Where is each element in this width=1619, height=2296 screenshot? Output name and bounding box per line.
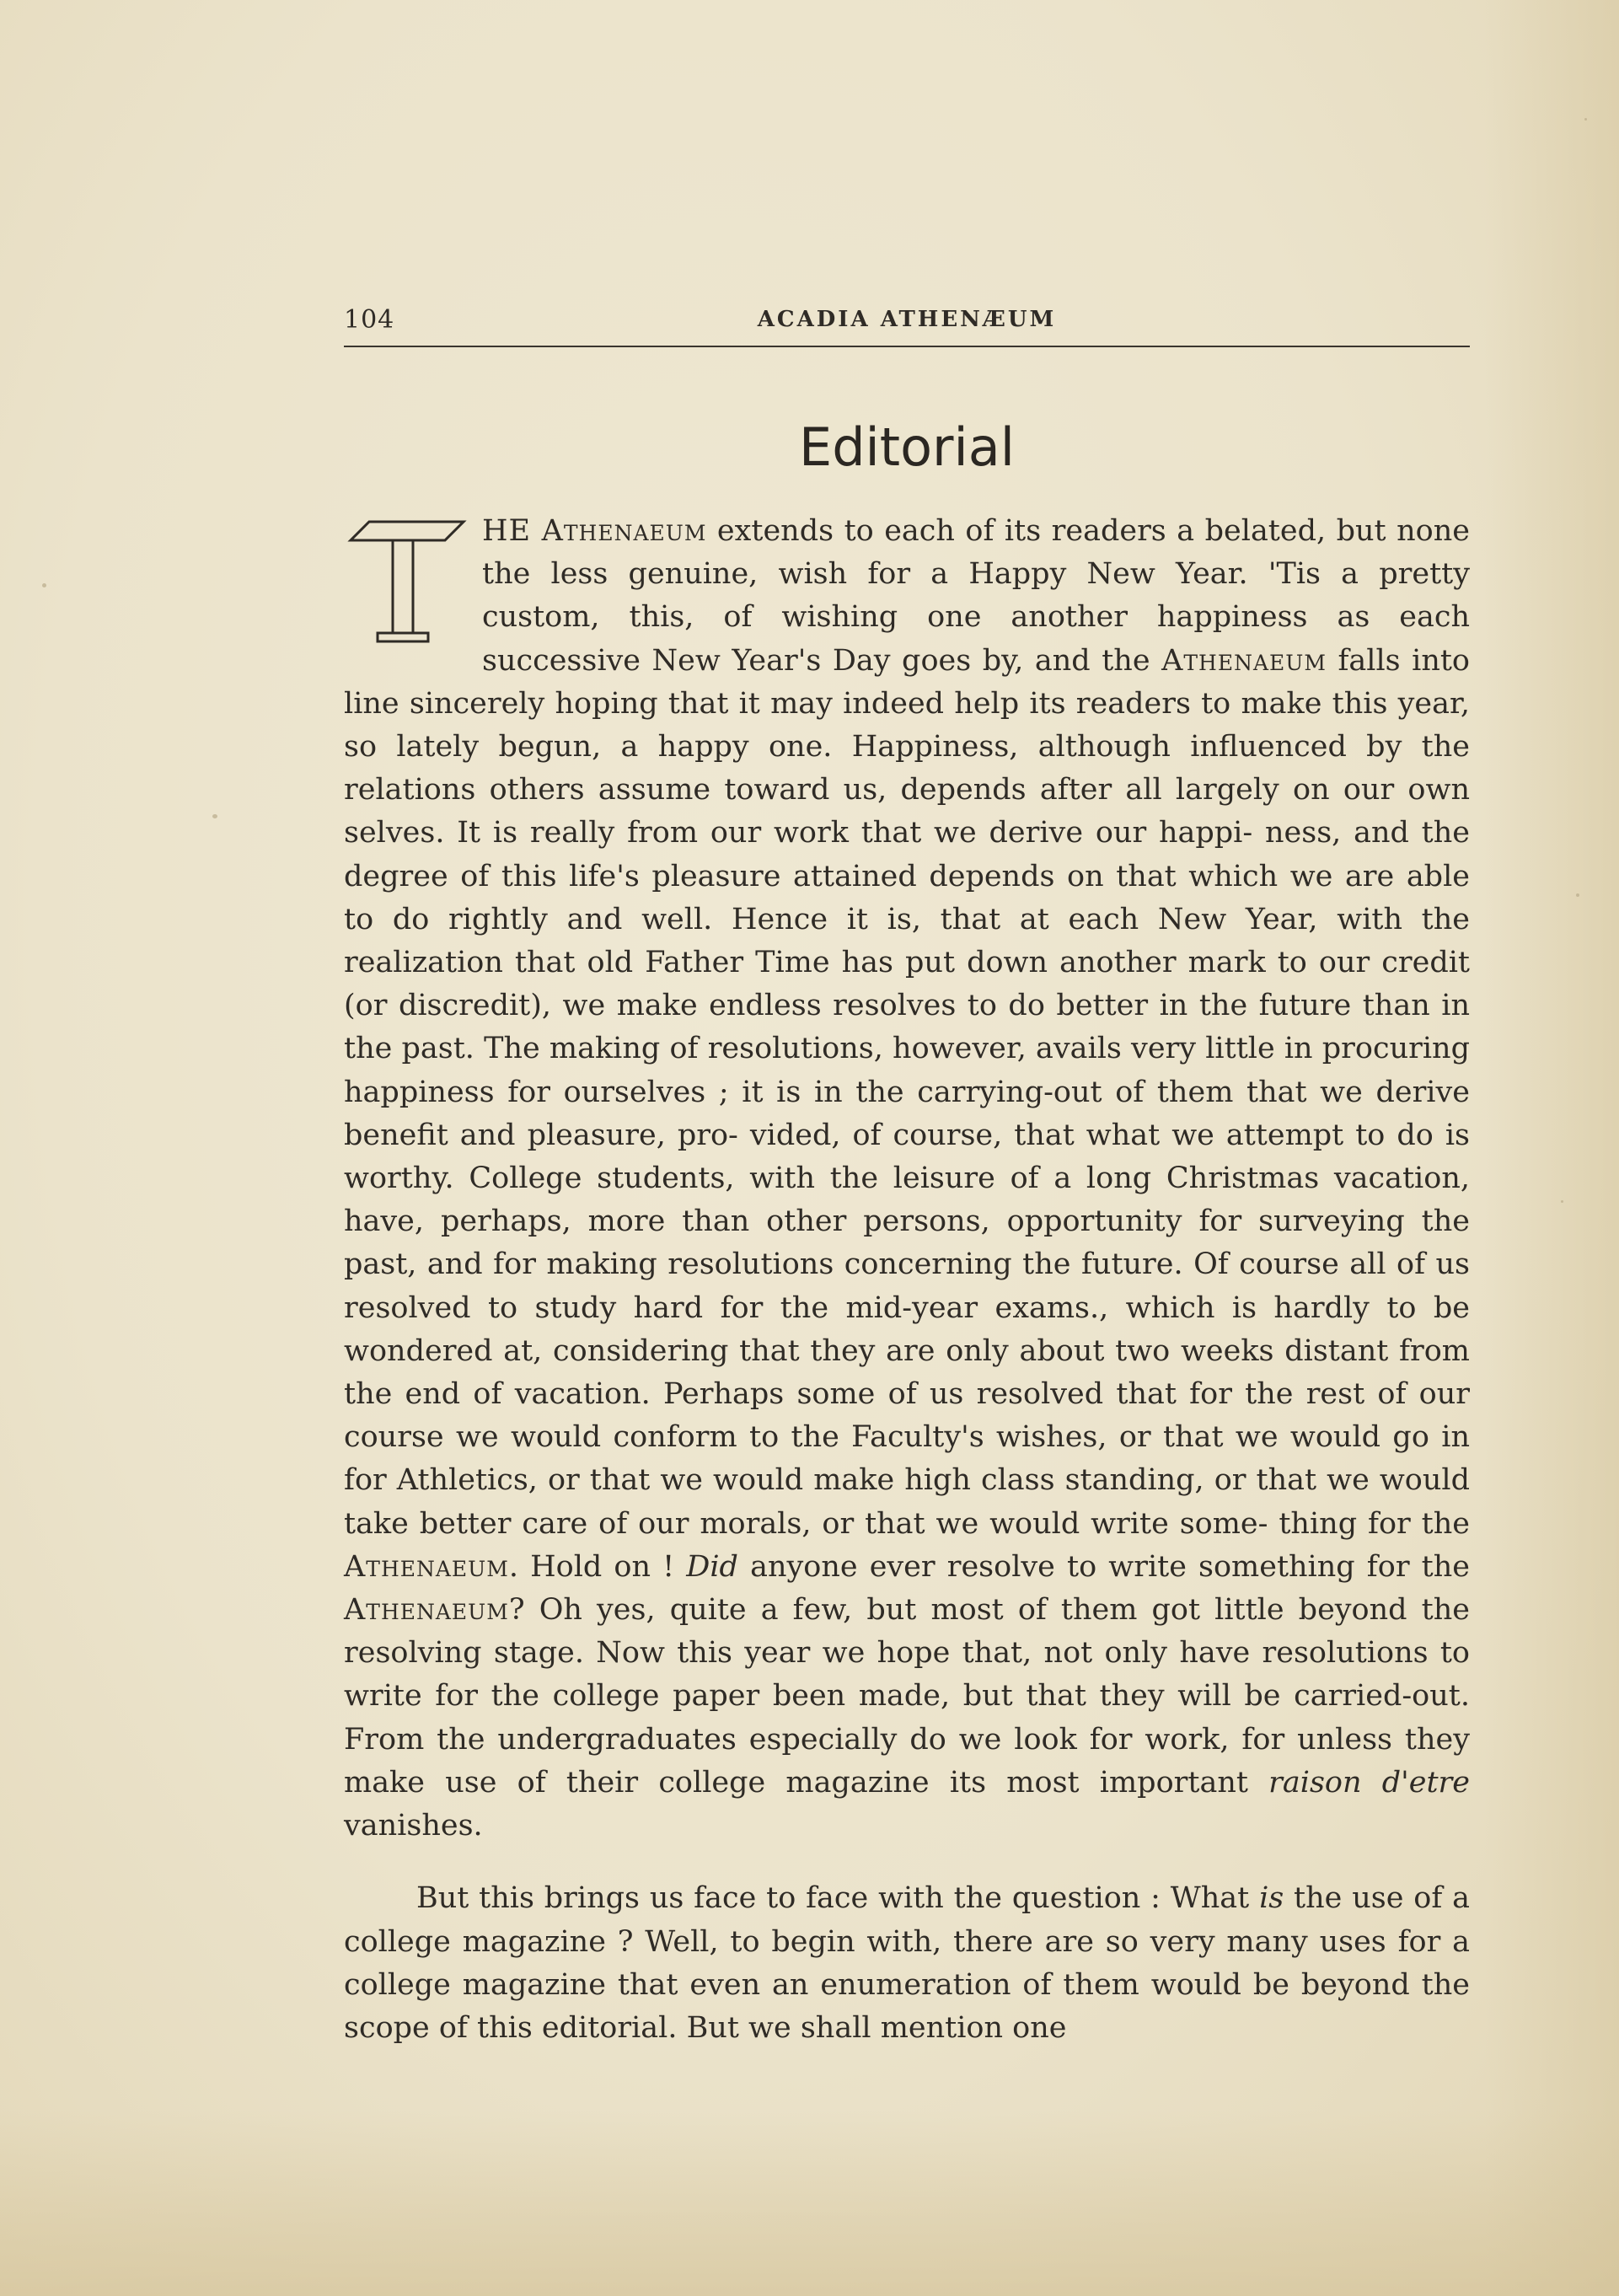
page-number: 104 (344, 305, 395, 335)
text-run: But this brings us face to face with the question : What (416, 1881, 1260, 1916)
paper-speck (42, 583, 46, 587)
text-run: . Hold on ! (508, 1549, 687, 1584)
article-title: Editorial (799, 416, 1015, 478)
paper-speck (1561, 1200, 1563, 1203)
text-run: falls into line sincerely hoping that it may indeed help its readers to make this year, so lately begun, a happy one. Happiness, although influenced by the relations others assume toward us, depends after all largely on our own selves. It is really from our work that we derive our happi- ness, and the degree of this life's pleasure attained depends on that which we are able to do rightly and well. Hence it is, that at each New Year, with the realization that old Father Time has put down another mark to our credit (or discredit), we make endless resolves to do better in the future than in the past. The making of resolutions, however, avails very little in procuring happiness for ourselves ; it is in the carrying-out of them that we derive benefit and pleasure, pro- vided, of course, that what we attempt to do is worthy. College students, with the leisure of a long Christmas vacation, have, perhaps, more than other persons, opportunity for surveying the past, and for making resolutions concerning the future. Of course all of us resolved to study hard for the mid-year exams., which is hardly to be wondered at, considering that they are only about two weeks distant from the end of vacation. Perhaps some of us resolved that for the rest of our course we would conform to the Faculty's wishes, or that we would go in for Athletics, or that we would make high class standing, or that we would take better care of our morals, or that we would write some- thing for the (344, 643, 1470, 1541)
running-head (344, 300, 1470, 342)
paper-speck (1584, 118, 1587, 121)
text-run: vanishes. (344, 1809, 483, 1843)
paper-speck (212, 814, 217, 818)
journal-name: Athenaeum (344, 1549, 509, 1584)
paragraph (344, 1877, 1470, 2050)
journal-name: Athenaeum (344, 1593, 509, 1628)
paper-speck (1576, 893, 1579, 897)
page-bottom-shading (0, 2111, 1619, 2296)
page-edge-shading (1484, 0, 1619, 2296)
text-run: extends to each of its readers a belated, but none the less genuine, wish for a Happy New Year. 'Tis a pretty custom, this, of wishing one another happiness as each successive New Year's Day goes by, and the (482, 514, 1470, 678)
drop-cap-letter (344, 515, 470, 645)
drop-cap (344, 515, 470, 645)
emphasis: is (1259, 1881, 1284, 1916)
journal-name: Athenaeum (1161, 643, 1327, 678)
paragraph (344, 510, 1470, 1848)
text-run: anyone ever resolve to write something for the (737, 1549, 1470, 1584)
journal-title: ACADIA ATHENÆUM (757, 307, 1057, 332)
article-body (344, 480, 1470, 2050)
text-run: HE (482, 514, 532, 548)
text-run: the use of a college magazine ? Well, to begin with, there are so very many uses for a college magazine that even an enumeration of them would be beyond the scope of this editorial. But we shall mention one (344, 1881, 1470, 2045)
header-rule (344, 346, 1470, 347)
text-run: ? Oh yes, quite a few, but most of them got little beyond the resolving stage. Now this year we hope that, not only have resolutions to write for the college paper been made, but that they will be carried-out. From the undergraduates especially do we look for work, for unless they make use of their college magazine its most important (344, 1593, 1470, 1800)
emphasis: raison d'etre (1268, 1765, 1470, 1800)
journal-name: Athenaeum (541, 514, 707, 548)
emphasis: Did (686, 1549, 738, 1584)
